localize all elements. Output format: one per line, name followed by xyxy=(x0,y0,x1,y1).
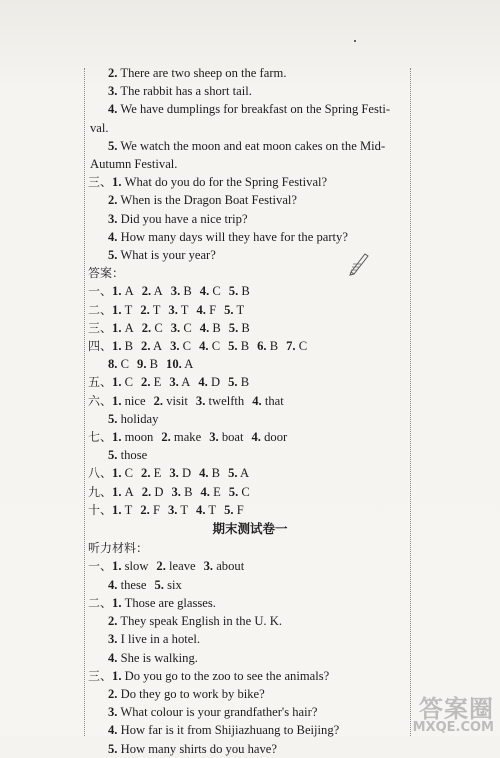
sentence-line xyxy=(88,137,412,155)
item-text: There are two sheep on the farm. xyxy=(120,66,287,80)
answer-number: 2. xyxy=(141,466,151,481)
listening-question-list xyxy=(88,667,412,758)
sentence-line xyxy=(88,630,412,648)
answer-line xyxy=(88,373,412,391)
answer-value: B xyxy=(269,339,279,354)
left-dotted-rule xyxy=(84,68,85,736)
answer-number: 3. xyxy=(209,430,219,445)
answer-number: 8. xyxy=(108,357,118,372)
section-label: 八、 xyxy=(88,466,113,481)
listening-sentences-part xyxy=(88,64,412,173)
answer-number: 2. xyxy=(161,430,171,445)
answer-value: E xyxy=(153,375,162,390)
item-text: val. xyxy=(90,120,109,135)
answer-line xyxy=(88,557,412,575)
answer-number: 2. xyxy=(141,484,152,499)
answer-value: moon xyxy=(124,430,154,445)
answer-number: 3. xyxy=(203,559,214,574)
answer-value: six xyxy=(167,577,182,592)
answer-number: 7. xyxy=(286,339,296,354)
answer-number: 5. xyxy=(224,302,234,317)
answer-number: 3. xyxy=(167,502,178,517)
answer-value: that xyxy=(264,393,284,408)
answer-number: 3. xyxy=(171,484,181,499)
answer-number: 4. xyxy=(200,484,210,499)
item-text: When is the Dragon Boat Festival? xyxy=(120,193,297,208)
answer-number: 2. xyxy=(140,502,150,517)
sentence-line xyxy=(88,649,412,667)
answer-number: 3. xyxy=(168,302,178,317)
answer-line xyxy=(88,282,412,300)
item-number: 4. xyxy=(108,102,118,117)
answer-value: B xyxy=(211,466,221,481)
answer-value: door xyxy=(264,430,288,445)
sentence-line xyxy=(88,100,412,118)
answer-value: A xyxy=(240,466,250,481)
answer-value: B xyxy=(241,320,250,335)
answer-value: C xyxy=(182,339,192,354)
answer-number: 5. xyxy=(224,502,234,517)
answer-value: twelfth xyxy=(208,393,245,408)
item-number: 5. xyxy=(108,741,118,756)
sentence-line xyxy=(88,82,412,100)
answer-number: 1. xyxy=(112,559,122,574)
answer-number: 5. xyxy=(228,284,239,299)
answer-value: T xyxy=(124,502,133,517)
item-number: 4. xyxy=(108,723,118,738)
answer-number: 1. xyxy=(112,302,122,317)
sentence-line xyxy=(88,703,412,721)
item-text: Did you have a nice trip? xyxy=(120,211,248,226)
sentence-line xyxy=(88,740,412,758)
answer-value: C xyxy=(124,466,134,481)
item-number: 3. xyxy=(108,705,118,720)
answer-value: boat xyxy=(221,430,244,445)
answer-number: 1. xyxy=(112,484,122,499)
answer-number: 4. xyxy=(199,284,210,299)
item-text: She is walking. xyxy=(120,650,198,665)
answer-value: D xyxy=(154,484,164,499)
answer-number: 5. xyxy=(228,466,238,481)
speck-mark xyxy=(354,40,356,42)
sentence-line xyxy=(88,594,412,612)
answer-value: B xyxy=(240,339,250,354)
section-label: 三、 xyxy=(88,668,113,683)
page-content xyxy=(88,64,412,758)
answer-line xyxy=(88,483,412,501)
answer-value: F xyxy=(152,502,160,517)
answer-number: 3. xyxy=(170,339,180,354)
answer-value: A xyxy=(184,357,194,372)
section-label: 三、 xyxy=(88,175,113,190)
answer-line xyxy=(88,392,412,410)
answer-value: visit xyxy=(166,393,188,408)
answer-number: 4. xyxy=(251,430,261,445)
answer-number: 2. xyxy=(141,339,151,354)
answer-value: C xyxy=(241,484,250,499)
answer-line xyxy=(88,501,412,519)
item-text: What colour is your grandfather's hair? xyxy=(120,705,318,720)
item-number: 2. xyxy=(108,614,118,629)
answer-value: C xyxy=(120,357,130,372)
answer-value: T xyxy=(124,302,133,317)
item-text: Do you go to the zoo to see the animals? xyxy=(124,668,330,683)
sentence-line xyxy=(88,119,412,137)
item-number: 3. xyxy=(108,211,118,226)
section-label: 七、 xyxy=(88,430,113,445)
answer-value: E xyxy=(153,466,162,481)
answer-value: make xyxy=(173,430,202,445)
item-number: 2. xyxy=(108,686,118,701)
item-text: We have dumplings for breakfast on the Spring Festi- xyxy=(120,102,391,117)
answer-number: 9. xyxy=(137,357,147,372)
answer-value: nice xyxy=(124,393,146,408)
listening-heading: 听力材料： xyxy=(88,541,149,556)
section-label: 一、 xyxy=(88,284,113,299)
answer-number: 2. xyxy=(141,375,151,390)
answer-value: A xyxy=(152,339,163,354)
sentence-line xyxy=(88,228,412,246)
answer-number: 5. xyxy=(228,339,238,354)
answer-value: T xyxy=(236,302,245,317)
answer-value: C xyxy=(154,320,163,335)
answer-value: F xyxy=(209,302,217,317)
section-label: 一、 xyxy=(88,559,113,574)
answer-value: T xyxy=(152,302,161,317)
sentence-line xyxy=(88,685,412,703)
sentence-line xyxy=(88,210,412,228)
answer-number: 4. xyxy=(199,339,209,354)
answer-value: T xyxy=(180,502,189,517)
item-text: They speak English in the U. K. xyxy=(120,614,282,629)
item-number: 4. xyxy=(108,650,118,665)
section-label: 五、 xyxy=(88,375,113,390)
sentence-line xyxy=(88,155,412,173)
item-text: We watch the moon and eat moon cakes on the Mid- xyxy=(120,138,386,153)
item-text: The rabbit has a short tail. xyxy=(120,84,252,99)
answer-value: D xyxy=(210,375,221,390)
watermark-main-text: 答案圈 xyxy=(419,695,494,723)
item-text: Those are glasses. xyxy=(124,595,216,610)
answer-value: holiday xyxy=(120,411,159,426)
item-number: 3. xyxy=(108,84,118,99)
answer-value: A xyxy=(181,375,191,390)
answer-value: E xyxy=(213,484,221,499)
answer-value: A xyxy=(124,320,134,335)
answer-line xyxy=(88,446,412,464)
watermark-site-text: MXQE.COM xyxy=(412,720,494,735)
answer-value: B xyxy=(240,375,250,390)
answer-number: 4. xyxy=(199,320,210,335)
answer-number: 1. xyxy=(112,430,122,445)
sentence-line xyxy=(88,667,412,685)
answer-value: C xyxy=(212,284,221,299)
answer-value: B xyxy=(149,357,159,372)
answer-number: 2. xyxy=(156,559,166,574)
answer-line xyxy=(88,576,412,594)
answer-value: C xyxy=(298,339,308,354)
item-number: 3. xyxy=(108,632,118,647)
answer-value: C xyxy=(124,375,134,390)
sentence-line xyxy=(88,612,412,630)
answer-value: T xyxy=(208,502,217,517)
item-number: 4. xyxy=(108,229,118,244)
item-text: Autumn Festival. xyxy=(90,157,178,172)
answer-number: 2. xyxy=(141,284,152,299)
answer-number: 3. xyxy=(170,320,181,335)
answer-value: B xyxy=(184,484,193,499)
answer-line xyxy=(88,301,412,319)
listening-words xyxy=(88,557,412,593)
answer-value: B xyxy=(183,284,192,299)
answer-number: 4. xyxy=(198,375,208,390)
answer-number: 3. xyxy=(169,466,179,481)
answer-value: slow xyxy=(124,559,149,574)
answer-value: D xyxy=(181,466,192,481)
section-label: 四、 xyxy=(88,339,113,354)
answer-value: those xyxy=(120,448,148,463)
section-label: 九、 xyxy=(88,484,113,499)
section-label: 二、 xyxy=(88,595,113,610)
sentence-line xyxy=(88,64,412,82)
answer-value: T xyxy=(180,302,189,317)
item-number: 1. xyxy=(112,668,122,683)
answer-number: 1. xyxy=(112,320,122,335)
pencil-stamp-icon xyxy=(347,250,371,276)
listening-sentences xyxy=(88,594,412,667)
answer-number: 5. xyxy=(228,320,239,335)
answer-number: 5. xyxy=(228,484,239,499)
answer-number: 2. xyxy=(153,393,164,408)
answer-number: 5. xyxy=(108,448,118,463)
item-text: Do they go to work by bike? xyxy=(120,686,265,701)
exam-title: 期末测试卷一 xyxy=(212,521,288,537)
item-text: I live in a hotel. xyxy=(120,632,200,647)
section-label: 六、 xyxy=(88,393,113,408)
answer-line xyxy=(88,428,412,446)
answer-number: 1. xyxy=(112,339,122,354)
answer-number: 4. xyxy=(108,577,118,592)
answer-number: 6. xyxy=(257,339,267,354)
answer-number: 5. xyxy=(108,411,118,426)
section-label: 二、 xyxy=(88,302,113,317)
watermark-logo xyxy=(413,697,494,734)
item-text: How many days will they have for the party? xyxy=(120,229,348,244)
answer-value: F xyxy=(236,502,244,517)
answer-value: C xyxy=(183,320,192,335)
answer-number: 10. xyxy=(166,357,182,372)
answer-line xyxy=(88,355,412,373)
answer-number: 4. xyxy=(196,502,206,517)
answer-value: A xyxy=(124,284,134,299)
item-number: 5. xyxy=(108,248,118,263)
item-text: What do you do for the Spring Festival? xyxy=(124,175,328,190)
answer-number: 1. xyxy=(112,466,122,481)
answer-value: C xyxy=(211,339,221,354)
answer-value: A xyxy=(124,484,134,499)
answers-heading: 答案： xyxy=(88,266,125,281)
item-number: 1. xyxy=(112,595,122,610)
answer-number: 5. xyxy=(154,577,164,592)
answer-number: 4. xyxy=(252,393,262,408)
answer-line xyxy=(88,319,412,337)
answer-line xyxy=(88,337,412,355)
sentence-line xyxy=(88,191,412,209)
answer-value: B xyxy=(124,339,134,354)
sentence-line xyxy=(88,721,412,739)
answer-value: these xyxy=(120,577,147,592)
answer-value: about xyxy=(216,559,245,574)
answer-number: 3. xyxy=(170,284,181,299)
item-number: 2. xyxy=(108,66,118,80)
answer-number: 1. xyxy=(112,393,122,408)
section-label: 三、 xyxy=(88,320,113,335)
answer-number: 2. xyxy=(140,302,150,317)
item-number: 1. xyxy=(112,175,122,190)
item-text: How many shirts do you have? xyxy=(120,741,277,756)
answer-number: 5. xyxy=(228,375,238,390)
item-number: 5. xyxy=(108,138,118,153)
answer-number: 4. xyxy=(199,466,209,481)
item-text: How far is it from Shijiazhuang to Beijing? xyxy=(120,723,340,738)
section-label: 十、 xyxy=(88,502,113,517)
item-text: What is your year? xyxy=(120,248,216,263)
answer-number: 2. xyxy=(141,320,152,335)
answer-number: 3. xyxy=(169,375,179,390)
answer-number: 3. xyxy=(195,393,206,408)
answer-value: B xyxy=(212,320,221,335)
answer-value: B xyxy=(241,284,250,299)
answer-value: A xyxy=(153,284,163,299)
answer-number: 4. xyxy=(196,302,206,317)
answer-line xyxy=(88,464,412,482)
sentence-line xyxy=(88,173,412,191)
answer-number: 1. xyxy=(112,284,122,299)
answer-key xyxy=(88,282,412,519)
answer-number: 1. xyxy=(112,502,122,517)
answer-line xyxy=(88,410,412,428)
answer-number: 1. xyxy=(112,375,122,390)
item-number: 2. xyxy=(108,193,118,208)
answer-value: leave xyxy=(169,559,196,574)
